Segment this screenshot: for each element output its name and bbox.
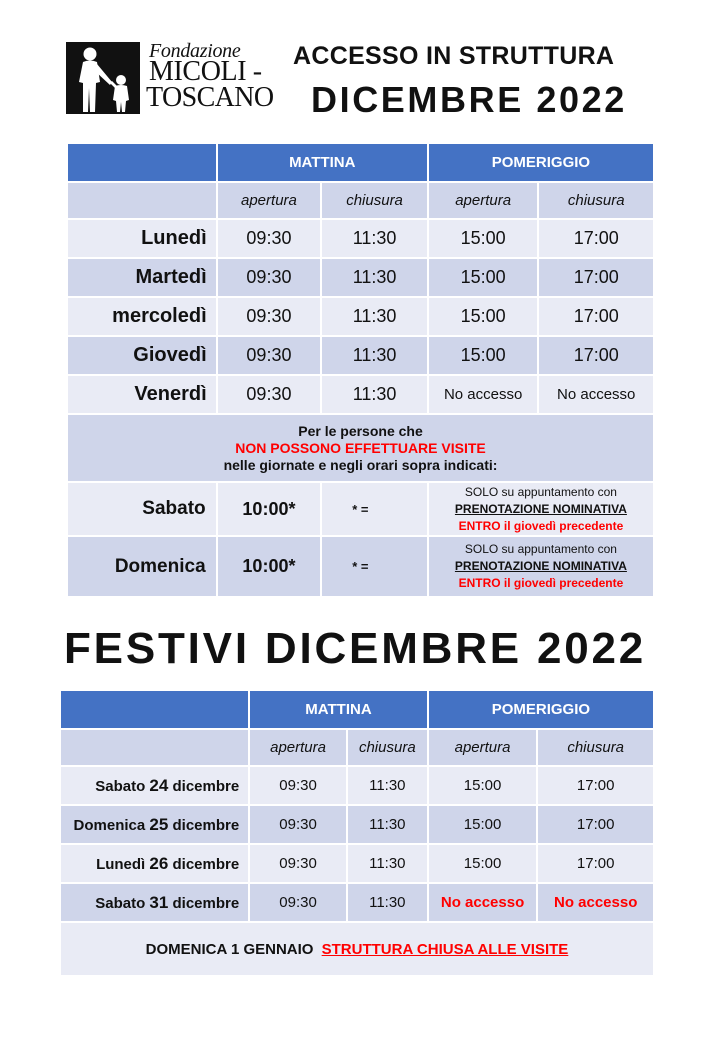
holiday-month: dicembre [172, 855, 240, 873]
note-line-3: nelle giornate e negli orari sopra indicati: [223, 456, 498, 473]
table-row [68, 298, 653, 335]
no-access-cell: No accesso [539, 376, 653, 413]
time-cell: 09:30 [218, 376, 321, 413]
day-label: mercoledì [68, 298, 216, 335]
weekend-row [68, 537, 653, 596]
booking-info-line-3: ENTRO il giovedì precedente [458, 576, 624, 590]
time-cell: 17:00 [539, 298, 653, 335]
time-cell: 09:30 [250, 767, 346, 804]
closed-notice [61, 923, 653, 975]
time-cell: 11:30 [322, 298, 427, 335]
holiday-date-label [61, 845, 248, 882]
table-row [68, 337, 653, 374]
asterisk-legend: * = [322, 537, 427, 596]
holidays-schedule-table [59, 689, 655, 977]
col-morning-close: chiusura [348, 730, 427, 765]
weekend-day-label: Sabato [68, 483, 216, 535]
group-header-afternoon: POMERIGGIO [429, 691, 653, 728]
time-cell: 11:30 [322, 337, 427, 374]
note-line-1: Per le persone che [298, 422, 423, 439]
time-cell: 17:00 [538, 845, 653, 882]
asterisk-legend: * = [322, 483, 427, 535]
holiday-date-label [61, 884, 248, 921]
booking-info-line-1: SOLO su appuntamento con [464, 484, 617, 499]
holiday-day-number: 25 [149, 814, 169, 834]
table-row [61, 806, 653, 843]
time-cell: 09:30 [250, 806, 346, 843]
no-access-cell: No accesso [429, 376, 538, 413]
booking-info [429, 483, 653, 535]
time-cell: 17:00 [539, 337, 653, 374]
time-cell: 15:00 [429, 220, 538, 257]
corner-cell [61, 691, 248, 728]
time-cell: 09:30 [250, 884, 346, 921]
day-label: Venerdì [68, 376, 216, 413]
time-cell: 11:30 [322, 220, 427, 257]
day-label: Lunedì [68, 220, 216, 257]
time-cell: 11:30 [348, 845, 427, 882]
time-cell: 15:00 [429, 806, 537, 843]
booking-info-line-1: SOLO su appuntamento con [464, 542, 617, 556]
weekend-time: 10:00* [218, 483, 321, 535]
subheader-empty [68, 183, 216, 218]
weekend-time: 10:00* [218, 537, 321, 596]
visit-note [68, 415, 653, 481]
day-label: Giovedì [68, 337, 216, 374]
time-cell: 09:30 [218, 259, 321, 296]
time-cell: 17:00 [539, 259, 653, 296]
time-cell: 17:00 [538, 806, 653, 843]
holiday-weekday: Sabato [95, 894, 146, 912]
time-cell: 11:30 [348, 806, 427, 843]
page-title: ACCESSO IN STRUTTURA [293, 42, 615, 70]
time-cell: 11:30 [348, 767, 427, 804]
time-cell: 17:00 [538, 767, 653, 804]
table-row [61, 884, 653, 921]
closed-date: DOMENICA 1 GENNAIO [145, 940, 314, 958]
time-cell: 11:30 [322, 376, 427, 413]
weekly-schedule-table [66, 142, 655, 598]
holiday-weekday: Lunedì [96, 855, 146, 873]
time-cell: 15:00 [429, 767, 537, 804]
corner-cell [68, 144, 216, 181]
time-cell: 15:00 [429, 298, 538, 335]
time-cell: 15:00 [429, 259, 538, 296]
col-afternoon-close: chiusura [538, 730, 653, 765]
time-cell: 09:30 [250, 845, 346, 882]
holidays-title: FESTIVI DICEMBRE 2022 [64, 624, 647, 673]
booking-info-line-2: PRENOTAZIONE NOMINATIVA [454, 559, 627, 573]
group-header-afternoon: POMERIGGIO [429, 144, 653, 181]
time-cell: 09:30 [218, 337, 321, 374]
table-row [61, 845, 653, 882]
no-access-cell: No accesso [538, 884, 653, 921]
table-row [68, 259, 653, 296]
holiday-month: dicembre [172, 777, 240, 795]
closed-message: STRUTTURA CHIUSA ALLE VISITE [321, 940, 569, 958]
no-access-cell: No accesso [429, 884, 537, 921]
holiday-day-number: 24 [149, 775, 169, 795]
holiday-weekday: Domenica [73, 816, 146, 834]
parent-child-logo-icon [66, 42, 140, 114]
col-afternoon-open: apertura [429, 183, 538, 218]
time-cell: 11:30 [348, 884, 427, 921]
time-cell: 15:00 [429, 337, 538, 374]
logo-name-line1: MICOLI - [149, 56, 262, 87]
table-row [68, 220, 653, 257]
holiday-day-number: 31 [149, 892, 169, 912]
holiday-date-label [61, 806, 248, 843]
time-cell: 09:30 [218, 298, 321, 335]
logo-fondazione-text: Fondazione [149, 40, 241, 62]
col-morning-open: apertura [250, 730, 346, 765]
table-row [61, 767, 653, 804]
time-cell: 17:00 [539, 220, 653, 257]
holiday-weekday: Sabato [95, 777, 146, 795]
time-cell: 09:30 [218, 220, 321, 257]
col-morning-close: chiusura [322, 183, 427, 218]
weekend-day-label: Domenica [68, 537, 216, 596]
holiday-month: dicembre [172, 894, 240, 912]
col-afternoon-open: apertura [429, 730, 537, 765]
day-label: Martedì [68, 259, 216, 296]
col-morning-open: apertura [218, 183, 321, 218]
group-header-morning: MATTINA [250, 691, 427, 728]
table-row [68, 376, 653, 413]
time-cell: 11:30 [322, 259, 427, 296]
holiday-date-label [61, 767, 248, 804]
time-cell: 15:00 [429, 845, 537, 882]
booking-info-line-3: ENTRO il giovedì precedente [458, 518, 624, 533]
logo-name-line2: TOSCANO [146, 82, 274, 113]
booking-info [429, 537, 653, 596]
subheader-empty [61, 730, 248, 765]
holiday-day-number: 26 [149, 853, 169, 873]
note-line-2: NON POSSONO EFFETTUARE VISITE [235, 439, 486, 456]
booking-info-line-2: PRENOTAZIONE NOMINATIVA [454, 501, 627, 516]
holiday-month: dicembre [172, 816, 240, 834]
group-header-morning: MATTINA [218, 144, 427, 181]
foundation-logo [66, 40, 296, 114]
weekend-row [68, 483, 653, 535]
page-subtitle: DICEMBRE 2022 [311, 79, 627, 120]
col-afternoon-close: chiusura [539, 183, 653, 218]
